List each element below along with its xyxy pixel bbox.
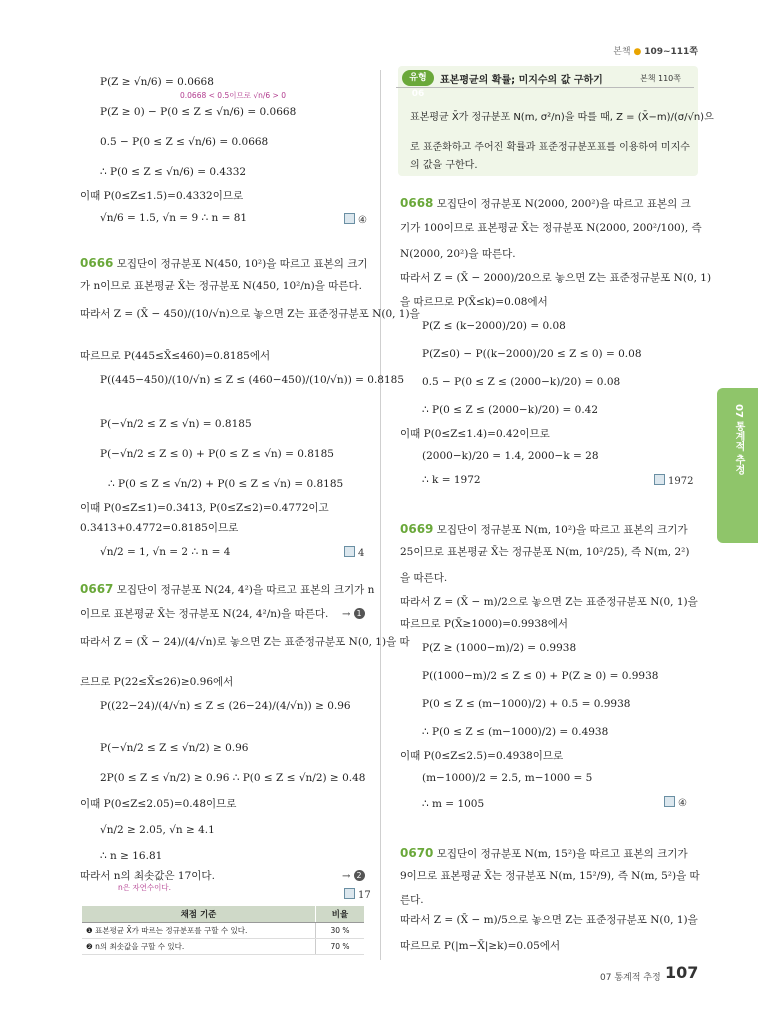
problem-0669-line: 0669 모집단이 정규분포 N(m, 10²)을 따르고 표본의 크기가	[400, 522, 688, 536]
problem-number: 0669	[400, 522, 434, 536]
footer-chapter: 07 통계적 추정	[600, 973, 661, 983]
solution-line: ∴ P(0 ≤ Z ≤ (2000−k)/20) = 0.42	[422, 404, 599, 416]
solution-line: ∴ P(0 ≤ Z ≤ √n/6) = 0.4332	[100, 166, 247, 178]
solution-line: P((445−450)/(10/√n) ≤ Z ≤ (460−450)/(10/√n)) = 0.8185	[100, 374, 405, 386]
type-badge: 유형 06	[402, 70, 434, 86]
answer-mark: ④	[344, 213, 367, 226]
type-text: 의 값을 구한다.	[410, 160, 478, 171]
solution-line: 따라서 n의 최솟값은 17이다.	[80, 870, 215, 882]
solution-line: 을 따른다.	[400, 572, 448, 584]
problem-0666-line: 0666 모집단이 정규분포 N(450, 10²)을 따르고 표본의 크기	[80, 256, 368, 270]
type-underline	[396, 87, 694, 88]
solution-line: 가 n이므로 표본평균 X̄는 정규분포 N(450, 10²/n)을 따른다.	[80, 280, 362, 292]
solution-line: ∴ n ≥ 16.81	[100, 850, 163, 862]
solution-line: 이때 P(0≤Z≤1.5)=0.4332이므로	[80, 190, 244, 202]
solution-line: 따라서 Z = (X̄ − 2000)/20으로 놓으면 Z는 표준정규분포 N(0, 1)	[400, 272, 712, 284]
problem-number: 0670	[400, 846, 434, 860]
type-ref: 본책 110쪽	[640, 74, 681, 83]
solution-line: 따라서 Z = (X̄ − 450)/(10/√n)으로 놓으면 Z는 표준정규분포 N(0, 1)을	[80, 308, 420, 320]
step-marker: → 1	[342, 608, 365, 620]
solution-line: P(0 ≤ Z ≤ (m−1000)/2) + 0.5 = 0.9938	[422, 698, 631, 710]
solution-line: 이때 P(0≤Z≤1)=0.3413, P(0≤Z≤2)=0.4772이고	[80, 502, 329, 514]
type-text: 표본평균 X̄가 정규분포 N(m, σ²/n)을 따를 때, Z = (X̄−m)/(σ/√n)으	[410, 112, 714, 123]
solution-line: 0.5 − P(0 ≤ Z ≤ √n/6) = 0.0668	[100, 136, 269, 148]
solution-line: P(Z ≥ 0) − P(0 ≤ Z ≤ √n/6) = 0.0668	[100, 106, 297, 118]
column-divider	[380, 70, 381, 960]
solution-line: 따라서 Z = (X̄ − 24)/(4/√n)로 놓으면 Z는 표준정규분포 N(0, 1)을 따	[80, 636, 410, 648]
page-number: 107	[665, 963, 699, 982]
solution-line: 른다.	[400, 894, 424, 906]
solution-line: (2000−k)/20 = 1.4, 2000−k = 28	[422, 450, 599, 462]
chapter-side-tab: 07 통계적 추정	[717, 388, 758, 543]
problem-0670-line: 0670 모집단이 정규분포 N(m, 15²)을 따르고 표본의 크기가	[400, 846, 688, 860]
solution-line: 르므로 P(22≤X̄≤26)≥0.96에서	[80, 676, 234, 688]
solution-line: 0.5 − P(0 ≤ Z ≤ (2000−k)/20) = 0.08	[422, 376, 621, 388]
solution-line: P(Z≤0) − P((k−2000)/20 ≤ Z ≤ 0) = 0.08	[422, 348, 642, 360]
solution-line: P(Z ≤ (k−2000)/20) = 0.08	[422, 320, 566, 332]
answer-mark: ④	[664, 796, 687, 809]
solution-line: ∴ k = 1972	[422, 474, 481, 486]
solution-line: P(−√n/2 ≤ Z ≤ √n) = 0.8185	[100, 418, 252, 430]
solution-line: 2P(0 ≤ Z ≤ √n/2) ≥ 0.96 ∴ P(0 ≤ Z ≤ √n/2) ≥ 0.48	[100, 772, 366, 784]
problem-0667-line: 0667 모집단이 정규분포 N(24, 4²)을 따르고 표본의 크기가 n	[80, 582, 375, 596]
solution-line: P(−√n/2 ≤ Z ≤ √n/2) ≥ 0.96	[100, 742, 249, 754]
solution-line: 9이므로 표본평균 X̄는 정규분포 N(m, 15²/9), 즉 N(m, 5²)을 따	[400, 870, 700, 882]
solution-line: 따르므로 P(|m−X̄|≥k)=0.05에서	[400, 940, 561, 952]
grading-table	[82, 906, 364, 955]
type-text: 로 표준화하고 주어진 확률과 표준정규분포표를 이용하여 미지수	[410, 142, 690, 153]
annotation-note: 0.0668 < 0.5이므로 √n/6 > 0	[180, 91, 286, 100]
header-pages: 109~111쪽	[644, 47, 698, 57]
problem-number: 0666	[80, 256, 114, 270]
solution-line: 이때 P(0≤Z≤2.05)=0.48이므로	[80, 798, 237, 810]
header-book: 본책	[613, 47, 631, 57]
solution-line: 기가 100이므로 표본평균 X̄는 정규분포 N(2000, 200²/100), 즉	[400, 222, 702, 234]
step-marker: → 2	[342, 870, 365, 882]
solution-line: P(Z ≥ (1000−m)/2) = 0.9938	[422, 642, 577, 654]
problem-number: 0668	[400, 196, 434, 210]
solution-line: 을 따르므로 P(X̄≤k)=0.08에서	[400, 296, 548, 308]
answer-mark: 4	[344, 546, 364, 559]
solution-line: 따라서 Z = (X̄ − m)/5으로 놓으면 Z는 표준정규분포 N(0, 1)을	[400, 914, 698, 926]
solution-line: 따르므로 P(445≤X̄≤460)=0.8185에서	[80, 350, 271, 362]
answer-mark: 1972	[654, 474, 693, 487]
answer-mark: 17	[344, 888, 371, 901]
solution-line: ∴ P(0 ≤ Z ≤ √n/2) + P(0 ≤ Z ≤ √n) = 0.8185	[108, 478, 344, 490]
type-title: 표본평균의 확률; 미지수의 값 구하기	[440, 75, 603, 86]
solution-line: P((22−24)/(4/√n) ≤ Z ≤ (26−24)/(4/√n)) ≥ 0.96	[100, 700, 351, 712]
annotation-note: n은 자연수이다.	[118, 883, 171, 892]
solution-line: 0.3413+0.4772=0.8185이므로	[80, 522, 239, 534]
solution-line: P(−√n/2 ≤ Z ≤ 0) + P(0 ≤ Z ≤ √n) = 0.8185	[100, 448, 334, 460]
solution-line: √n/6 = 1.5, √n = 9 ∴ n = 81	[100, 212, 248, 224]
solution-line: N(2000, 20²)을 따른다.	[400, 248, 516, 260]
solution-line: 이때 P(0≤Z≤2.5)=0.4938이므로	[400, 750, 564, 762]
table-row: ❶ 표본평균 X̄가 따르는 정규분포를 구할 수 있다. 30 %	[82, 923, 364, 939]
solution-line: 따라서 Z = (X̄ − m)/2으로 놓으면 Z는 표준정규분포 N(0, 1)을	[400, 596, 698, 608]
solution-line: ∴ P(0 ≤ Z ≤ (m−1000)/2) = 0.4938	[422, 726, 609, 738]
solution-line: 따르므로 P(X̄≥1000)=0.9938에서	[400, 618, 568, 630]
solution-line: √n/2 ≥ 2.05, √n ≥ 4.1	[100, 824, 215, 836]
solution-line: P(Z ≥ √n/6) = 0.0668	[100, 76, 214, 88]
grading-header-ratio: 비율	[316, 906, 365, 923]
table-row: ❷ n의 최솟값을 구할 수 있다. 70 %	[82, 939, 364, 955]
solution-line: P((1000−m)/2 ≤ Z ≤ 0) + P(Z ≥ 0) = 0.9938	[422, 670, 659, 682]
solution-line: ∴ m = 1005	[422, 798, 485, 810]
page-header: 본책 ● 109~111쪽	[613, 47, 698, 57]
solution-line: 이때 P(0≤Z≤1.4)=0.42이므로	[400, 428, 550, 440]
problem-0668-line: 0668 모집단이 정규분포 N(2000, 200²)을 따르고 표본의 크	[400, 196, 691, 210]
problem-number: 0667	[80, 582, 114, 596]
grading-header-criteria: 채점 기준	[82, 906, 316, 923]
solution-line: 25이므로 표본평균 X̄는 정규분포 N(m, 10²/25), 즉 N(m, 2²)	[400, 546, 690, 558]
solution-line: 이므로 표본평균 X̄는 정규분포 N(24, 4²/n)을 따른다.	[80, 608, 329, 620]
solution-line: (m−1000)/2 = 2.5, m−1000 = 5	[422, 772, 593, 784]
solution-line: √n/2 = 1, √n = 2 ∴ n = 4	[100, 546, 231, 558]
